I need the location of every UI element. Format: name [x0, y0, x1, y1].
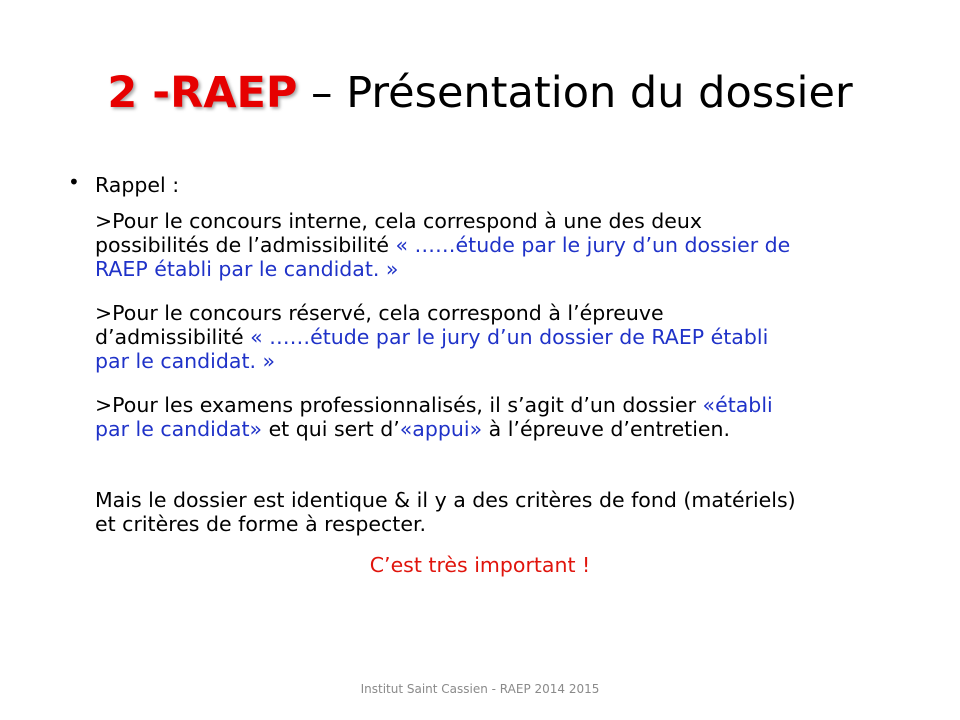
paragraph-2-line-3: par le candidat. »: [95, 349, 276, 373]
bullet-icon: •: [68, 170, 80, 194]
paragraph-1-line-1: >Pour le concours interne, cela correspond à une des deux: [95, 209, 703, 233]
paragraph-3-line-2: [95, 417, 730, 441]
paragraph-2-line-1: >Pour le concours réservé, cela correspond à l’épreuve: [95, 301, 664, 325]
footer: Institut Saint Cassien - RAEP 2014 2015: [360, 682, 600, 696]
title-accent: 2 -RAEP: [107, 68, 298, 118]
paragraph-4-line-1: Mais le dossier est identique & il y a des critères de fond (matériels): [95, 488, 796, 512]
paragraph-3-quote-start: «établi: [702, 393, 773, 417]
paragraph-2-text: d’admissibilité: [95, 325, 251, 349]
bullet-label: Rappel :: [95, 173, 180, 197]
slide-title: [0, 62, 960, 124]
paragraph-3-quote-end: par le candidat»: [95, 417, 263, 441]
paragraph-3-text: >Pour les examens professionnalisés, il s’agit d’un dossier: [95, 393, 703, 417]
paragraph-1-line-3: RAEP établi par le candidat. »: [95, 257, 399, 281]
paragraph-3-line-1: [95, 393, 773, 417]
paragraph-2-line-2: [95, 325, 768, 349]
emphasis-text: C’est très important !: [369, 553, 591, 577]
paragraph-3-appui: «appui»: [399, 417, 483, 441]
paragraph-3-text-2: et qui sert d’: [262, 417, 400, 441]
paragraph-1-quote: « ……étude par le jury d’un dossier de: [395, 233, 791, 257]
paragraph-2-quote: « ……étude par le jury d’un dossier de RAEP établi: [250, 325, 769, 349]
paragraph-3-text-3: à l’épreuve d’entretien.: [482, 417, 731, 441]
paragraph-4-line-2: et critères de forme à respecter.: [95, 512, 427, 536]
paragraph-1-text: possibilités de l’admissibilité: [95, 233, 396, 257]
paragraph-1-line-2: [95, 233, 790, 257]
title-rest: – Présentation du dossier: [297, 68, 853, 118]
